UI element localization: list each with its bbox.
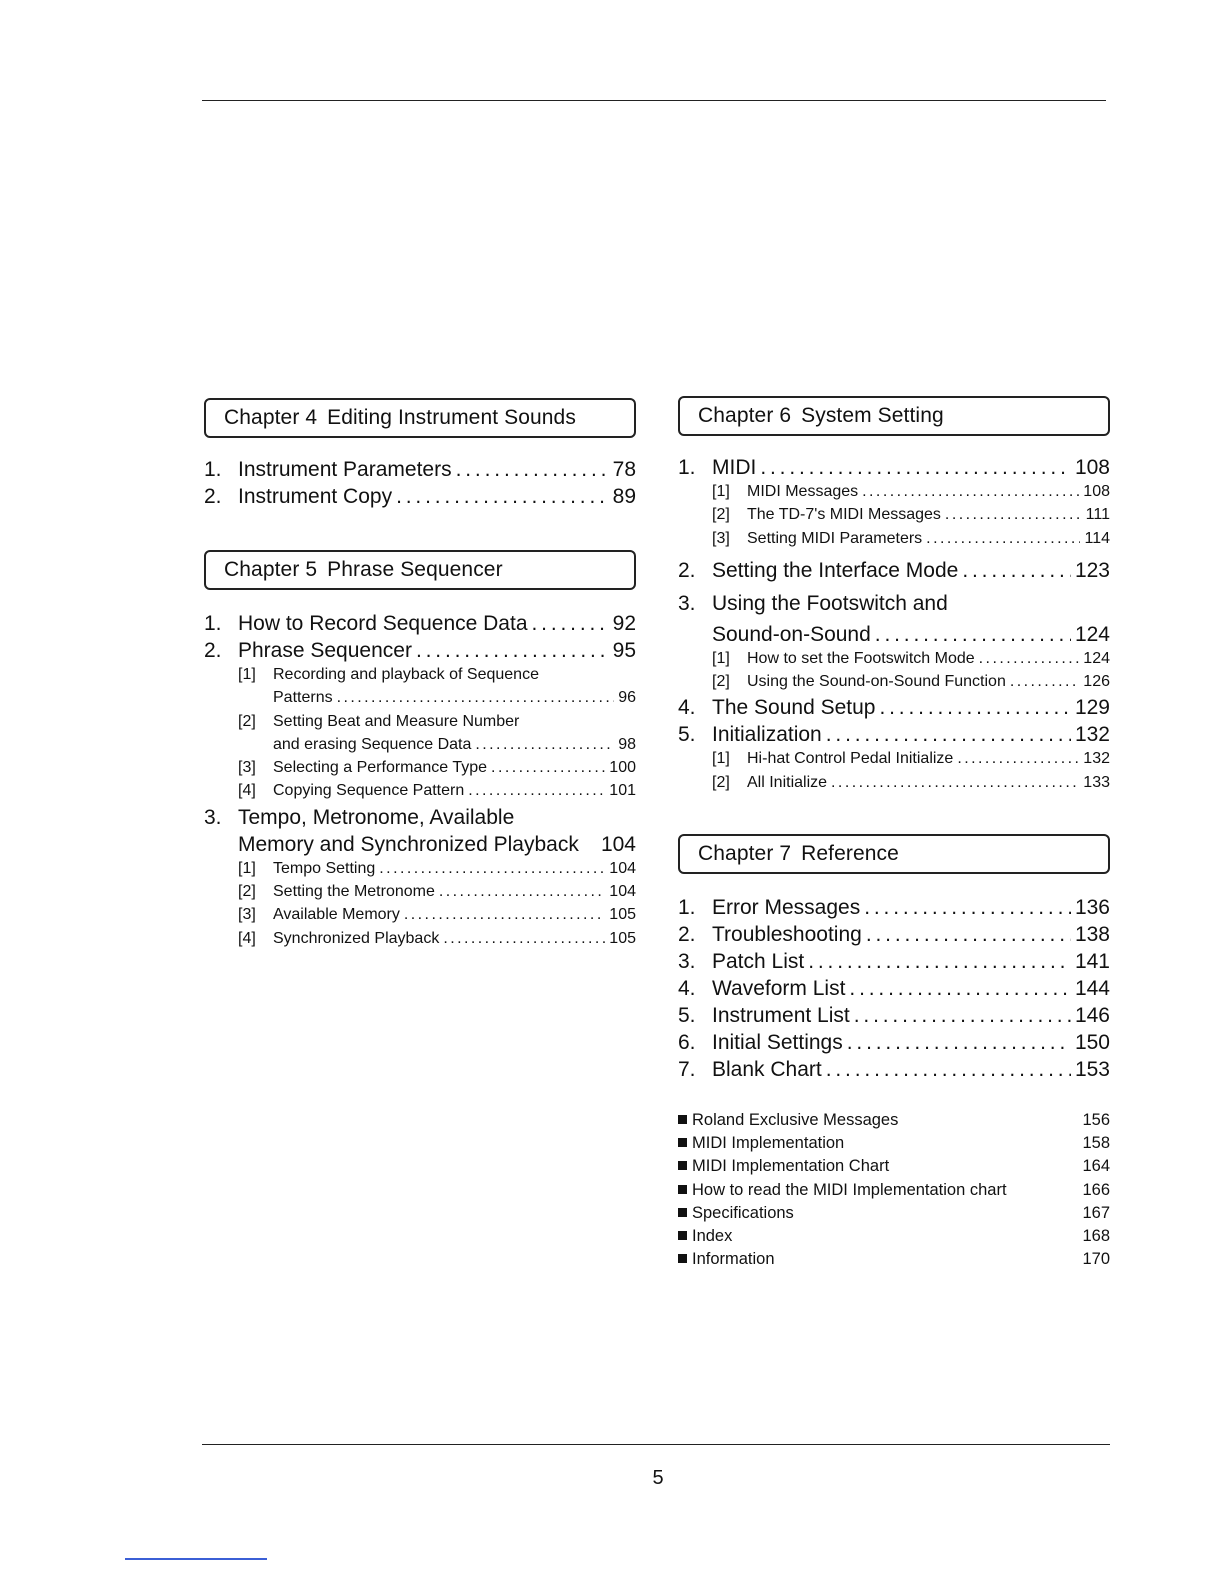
chapter-7-heading[interactable] bbox=[678, 834, 1110, 874]
bullet-square-icon bbox=[678, 1254, 687, 1263]
subentry-page: 108 bbox=[1083, 483, 1110, 500]
subentry-title: Patterns bbox=[273, 689, 333, 707]
entry-page: 166 bbox=[1082, 1180, 1110, 1199]
subentry-number: [4] bbox=[238, 782, 256, 800]
toc-entry-multiline[interactable] bbox=[204, 806, 636, 860]
subentry-number: [1] bbox=[712, 750, 730, 768]
entry-title: Patch List bbox=[712, 950, 805, 974]
entry-page: 129 bbox=[1074, 696, 1110, 720]
dot-leader bbox=[468, 782, 605, 800]
entry-page: 136 bbox=[1074, 896, 1110, 920]
subentry-page: 133 bbox=[1083, 773, 1110, 791]
chapter-7-entries bbox=[678, 896, 1110, 1085]
subentry-title: Selecting a Performance Type bbox=[273, 759, 488, 777]
entry-title: Specifications bbox=[692, 1203, 794, 1222]
entry-page: 156 bbox=[1082, 1111, 1110, 1130]
subentry-page: 124 bbox=[1083, 649, 1110, 667]
bullet-square-icon bbox=[678, 1231, 687, 1240]
subentry-title: Available Memory bbox=[273, 906, 400, 924]
toc-subentry[interactable] bbox=[204, 883, 636, 906]
page-number: 5 bbox=[652, 1467, 664, 1489]
entry-page: 141 bbox=[1074, 950, 1110, 974]
dot-leader bbox=[443, 930, 605, 948]
dot-leader bbox=[854, 1004, 1071, 1028]
entry-title: Troubleshooting bbox=[712, 923, 862, 947]
dot-leader bbox=[847, 1031, 1071, 1055]
subentry-page: 114 bbox=[1084, 529, 1110, 547]
subentry-title: All Initialize bbox=[747, 773, 828, 791]
subentry-page: 101 bbox=[609, 782, 636, 800]
entry-title: Using the Footswitch and bbox=[712, 591, 948, 615]
subentry-title: Recording and playback of Sequence bbox=[273, 666, 539, 683]
entry-title: Sound-on-Sound bbox=[712, 622, 871, 646]
entry-page: 146 bbox=[1074, 1004, 1110, 1028]
appendix-entry[interactable] bbox=[678, 1204, 1110, 1227]
toc-subentry[interactable] bbox=[678, 506, 1110, 529]
entry-number: 3. bbox=[678, 950, 696, 974]
toc-subentry[interactable] bbox=[204, 759, 636, 782]
subentry-title: Synchronized Playback bbox=[273, 929, 440, 947]
entry-number: 3. bbox=[204, 805, 222, 829]
entry-title: Instrument Copy bbox=[238, 485, 393, 508]
toc-subentry[interactable] bbox=[678, 774, 1110, 797]
toc-subentry[interactable] bbox=[678, 530, 1110, 553]
dot-leader bbox=[396, 485, 609, 509]
toc-subentry[interactable] bbox=[678, 750, 1110, 773]
entry-page: 108 bbox=[1074, 456, 1110, 479]
toc-subentry-continued[interactable] bbox=[204, 689, 636, 712]
chapter-title: Reference bbox=[801, 842, 899, 866]
dot-leader bbox=[337, 689, 615, 707]
entry-number: 2. bbox=[678, 923, 696, 947]
toc-entry[interactable] bbox=[678, 456, 1110, 483]
dot-leader bbox=[957, 750, 1079, 768]
top-rule bbox=[202, 100, 1106, 101]
entry-title: How to Record Sequence Data bbox=[238, 612, 528, 635]
entry-page: 138 bbox=[1074, 923, 1110, 947]
dot-leader bbox=[862, 483, 1079, 501]
entry-page: 153 bbox=[1074, 1058, 1110, 1082]
toc-subentry[interactable] bbox=[204, 666, 636, 689]
toc-entry[interactable] bbox=[204, 485, 636, 512]
subentry-title: Hi-hat Control Pedal Initialize bbox=[747, 750, 954, 768]
entry-page: 170 bbox=[1082, 1250, 1110, 1269]
toc-entry[interactable] bbox=[678, 1058, 1110, 1085]
entry-page: 168 bbox=[1082, 1227, 1110, 1246]
subentry-number: [1] bbox=[238, 666, 256, 683]
toc-entry[interactable] bbox=[204, 639, 636, 666]
entry-page: 144 bbox=[1074, 977, 1110, 1001]
toc-entry[interactable] bbox=[204, 612, 636, 639]
entry-number: 4. bbox=[678, 977, 696, 1001]
entry-number: 6. bbox=[678, 1031, 696, 1055]
chapter-label: Chapter 6 bbox=[698, 404, 792, 427]
toc-entry[interactable] bbox=[678, 977, 1110, 1004]
entry-page: 89 bbox=[612, 485, 636, 508]
entry-number: 1. bbox=[678, 896, 696, 920]
dot-leader bbox=[491, 759, 605, 777]
entry-title: Setting the Interface Mode bbox=[712, 558, 959, 582]
toc-entry[interactable] bbox=[678, 950, 1110, 977]
entry-page: 150 bbox=[1074, 1031, 1110, 1055]
subentry-title: Tempo Setting bbox=[273, 859, 376, 877]
toc-subentry[interactable] bbox=[678, 650, 1110, 673]
subentry-page: 100 bbox=[609, 759, 636, 777]
dot-leader bbox=[879, 696, 1070, 720]
dot-leader bbox=[416, 639, 609, 663]
chapter-label: Chapter 4 bbox=[224, 406, 318, 429]
appendix-entry[interactable] bbox=[678, 1134, 1110, 1157]
bullet-square-icon bbox=[678, 1161, 687, 1170]
dot-leader bbox=[864, 896, 1071, 920]
dot-leader bbox=[1010, 673, 1079, 691]
subentry-page: 96 bbox=[618, 689, 636, 707]
entry-page: 167 bbox=[1082, 1203, 1110, 1222]
chapter-4-heading[interactable] bbox=[204, 398, 636, 438]
entry-title: Memory and Synchronized Playback bbox=[238, 832, 579, 856]
chapter-title: Phrase Sequencer bbox=[327, 558, 503, 581]
dot-leader bbox=[979, 650, 1080, 668]
dot-leader bbox=[926, 530, 1080, 548]
dot-leader bbox=[404, 906, 605, 924]
subentry-title: How to set the Footswitch Mode bbox=[747, 649, 975, 667]
subentry-number: [2] bbox=[238, 883, 256, 901]
dot-leader bbox=[826, 1058, 1071, 1082]
subentry-page: 126 bbox=[1083, 673, 1110, 691]
bullet-square-icon bbox=[678, 1208, 687, 1217]
entry-page: 95 bbox=[612, 639, 636, 662]
entry-title: Index bbox=[692, 1227, 733, 1246]
subentry-number: [2] bbox=[712, 673, 730, 691]
dot-leader bbox=[945, 506, 1082, 524]
entry-number: 5. bbox=[678, 1004, 696, 1028]
bullet-square-icon bbox=[678, 1115, 687, 1124]
subentry-title: Setting Beat and Measure Number bbox=[273, 712, 520, 730]
subentry-title: MIDI Messages bbox=[747, 483, 859, 500]
subentry-page: 104 bbox=[609, 883, 636, 901]
entry-title: Roland Exclusive Messages bbox=[692, 1111, 899, 1130]
subentry-number: [2] bbox=[712, 773, 730, 791]
entry-title: Information bbox=[692, 1250, 775, 1269]
chapter-title: Editing Instrument Sounds bbox=[327, 406, 576, 429]
chapter-6-heading[interactable] bbox=[678, 396, 1110, 436]
toc-subentry-continued[interactable] bbox=[204, 736, 636, 759]
subentry-title: and erasing Sequence Data bbox=[273, 735, 472, 753]
dot-leader bbox=[826, 723, 1071, 747]
toc-entry[interactable] bbox=[678, 896, 1110, 923]
entry-title: Initialization bbox=[712, 723, 822, 747]
toc-entry-multiline[interactable] bbox=[678, 592, 1110, 650]
toc-left-column bbox=[204, 398, 636, 953]
toc-entry[interactable] bbox=[678, 1031, 1110, 1058]
chapter-label: Chapter 5 bbox=[224, 558, 318, 581]
subentry-title: Setting the Metronome bbox=[273, 883, 435, 901]
entry-page: 124 bbox=[1074, 622, 1110, 646]
entry-page: 104 bbox=[600, 832, 636, 856]
subentry-number: [2] bbox=[238, 712, 256, 730]
appendix-entry[interactable] bbox=[678, 1181, 1110, 1204]
toc-subentry[interactable] bbox=[204, 782, 636, 805]
entry-title: Tempo, Metronome, Available bbox=[238, 805, 515, 829]
toc-entry[interactable] bbox=[678, 696, 1110, 723]
link-underline bbox=[125, 1558, 267, 1560]
subentry-number: [3] bbox=[712, 529, 730, 547]
subentry-page: 98 bbox=[618, 735, 636, 753]
entry-title: Blank Chart bbox=[712, 1058, 822, 1082]
bullet-square-icon bbox=[678, 1185, 687, 1194]
toc-entry[interactable] bbox=[678, 923, 1110, 950]
dot-leader bbox=[831, 774, 1079, 792]
subentry-number: [1] bbox=[238, 859, 256, 877]
subentry-number: [4] bbox=[238, 929, 256, 947]
toc-subentry[interactable] bbox=[204, 906, 636, 929]
entry-title: Instrument Parameters bbox=[238, 458, 452, 481]
subentry-title: Setting MIDI Parameters bbox=[747, 529, 923, 547]
entry-title: MIDI Implementation bbox=[692, 1134, 845, 1153]
dot-leader bbox=[866, 923, 1071, 947]
dot-leader bbox=[532, 612, 609, 636]
entry-number: 4. bbox=[678, 696, 696, 720]
subentry-number: [1] bbox=[712, 649, 730, 667]
entry-number: 2. bbox=[678, 558, 696, 582]
toc-subentry[interactable] bbox=[678, 483, 1110, 506]
entry-title: MIDI Implementation Chart bbox=[692, 1157, 890, 1176]
dot-leader bbox=[962, 559, 1071, 583]
appendix-entry[interactable] bbox=[678, 1227, 1110, 1250]
chapter-4-entries bbox=[204, 458, 636, 512]
subentry-title: The TD-7's MIDI Messages bbox=[747, 506, 941, 524]
subentry-title: Copying Sequence Pattern bbox=[273, 782, 465, 800]
entry-title: Waveform List bbox=[712, 977, 846, 1001]
entry-title: Phrase Sequencer bbox=[238, 639, 412, 662]
appendix-list bbox=[678, 1111, 1110, 1273]
dot-leader bbox=[475, 736, 614, 754]
subentry-page: 105 bbox=[609, 929, 636, 947]
toc-subentry[interactable] bbox=[204, 860, 636, 883]
entry-page: 123 bbox=[1074, 558, 1110, 582]
subentry-number: [1] bbox=[712, 483, 730, 500]
subentry-title: Using the Sound-on-Sound Function bbox=[747, 673, 1006, 691]
entry-title: Initial Settings bbox=[712, 1031, 843, 1055]
dot-leader bbox=[439, 883, 605, 901]
entry-page: 164 bbox=[1082, 1157, 1110, 1176]
appendix-entry[interactable] bbox=[678, 1111, 1110, 1134]
entry-number: 3. bbox=[678, 591, 696, 615]
toc-entry[interactable] bbox=[678, 723, 1110, 750]
entry-number: 2. bbox=[204, 639, 222, 662]
entry-page: 92 bbox=[612, 612, 636, 635]
dot-leader bbox=[760, 456, 1071, 480]
dot-leader bbox=[808, 950, 1071, 974]
entry-title: Instrument List bbox=[712, 1004, 850, 1028]
entry-page: 158 bbox=[1082, 1134, 1110, 1153]
toc-entry[interactable] bbox=[678, 1004, 1110, 1031]
entry-number: 7. bbox=[678, 1058, 696, 1082]
toc-entry[interactable] bbox=[678, 559, 1110, 586]
entry-number: 2. bbox=[204, 485, 222, 508]
appendix-entry[interactable] bbox=[678, 1157, 1110, 1180]
entry-number: 1. bbox=[678, 456, 696, 479]
toc-right-column bbox=[678, 396, 1110, 1273]
subentry-page: 132 bbox=[1083, 750, 1110, 768]
subentry-page: 111 bbox=[1085, 506, 1110, 524]
dot-leader bbox=[456, 458, 609, 482]
appendix-entry[interactable] bbox=[678, 1250, 1110, 1273]
chapter-title: System Setting bbox=[801, 404, 944, 427]
dot-leader bbox=[875, 623, 1071, 647]
entry-page: 132 bbox=[1074, 723, 1110, 747]
toc-subentry[interactable] bbox=[204, 713, 636, 736]
entry-page: 78 bbox=[612, 458, 636, 481]
chapter-6-entries bbox=[678, 456, 1110, 797]
toc-subentry[interactable] bbox=[204, 930, 636, 953]
entry-title: MIDI bbox=[712, 456, 757, 479]
entry-number: 1. bbox=[204, 458, 222, 481]
toc-subentry[interactable] bbox=[678, 673, 1110, 696]
subentry-page: 104 bbox=[609, 859, 636, 877]
bottom-rule bbox=[202, 1444, 1110, 1445]
subentry-number: [2] bbox=[712, 506, 730, 524]
chapter-5-heading[interactable] bbox=[204, 550, 636, 590]
entry-number: 1. bbox=[204, 612, 222, 635]
subentry-number: [3] bbox=[238, 906, 256, 924]
chapter-5-entries bbox=[204, 612, 636, 953]
subentry-number: [3] bbox=[238, 759, 256, 777]
subentry-page: 105 bbox=[609, 906, 636, 924]
chapter-label: Chapter 7 bbox=[698, 842, 792, 866]
entry-title: The Sound Setup bbox=[712, 696, 876, 720]
dot-leader bbox=[849, 977, 1071, 1001]
toc-entry[interactable] bbox=[204, 458, 636, 485]
entry-title: Error Messages bbox=[712, 896, 861, 920]
dot-leader bbox=[379, 860, 605, 878]
bullet-square-icon bbox=[678, 1138, 687, 1147]
entry-title: How to read the MIDI Implementation chart bbox=[692, 1180, 1007, 1199]
entry-number: 5. bbox=[678, 723, 696, 747]
